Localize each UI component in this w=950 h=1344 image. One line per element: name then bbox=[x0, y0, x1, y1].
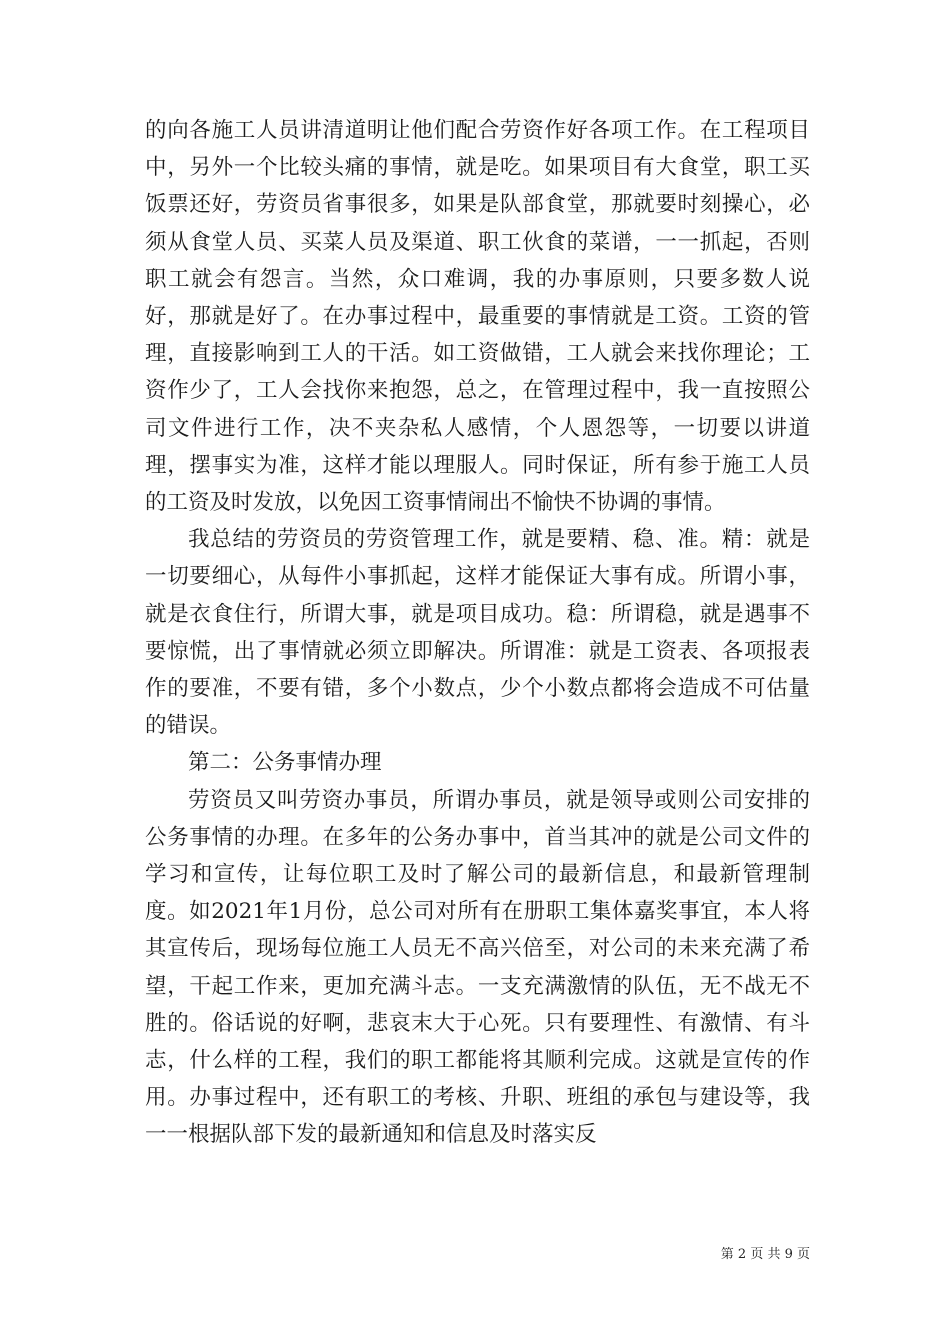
paragraph-2: 我总结的劳资员的劳资管理工作，就是要精、稳、准。精：就是一切要细心，从每件小事抓起，这样才能保证大事有成。所谓小事，就是衣食住行，所谓大事，就是项目成功。稳：所谓稳，就是遇事不要惊慌，出了事情就必须立即解决。所谓准：就是工资表、各项报表作的要准，不要有错，多个小数点，少个小数点都将会造成不可估量的错误。 bbox=[145, 527, 810, 739]
section-heading: 第二：公务事情办理 bbox=[188, 750, 382, 776]
paragraph-3: 劳资员又叫劳资办事员，所谓办事员，就是领导或则公司安排的公务事情的办理。在多年的公务办事中，首当其冲的就是公司文件的学习和宣传，让每位职工及时了解公司的最新信息，和最新管理制度。如2021年1月份，总公司对所有在册职工集体嘉奖事宜，本人将其宣传后，现场每位施工人员无不高兴倍至，对公司的未来充满了希望，干起工作来，更加充满斗志。一支充满激情的队伍，无不战无不胜的。俗话说的好啊，悲哀末大于心死。只有要理性、有激情、有斗志，什么样的工程，我们的职工都能将其顺利完成。这就是宣传的作用。办事过程中，还有职工的考核、升职、班组的承包与建设等，我一一根据队部下发的最新通知和信息及时落实反 bbox=[145, 787, 810, 1148]
paragraph-1: 的向各施工人员讲清道明让他们配合劳资作好各项工作。在工程项目中，另外一个比较头痛的事情，就是吃。如果项目有大食堂，职工买饭票还好，劳资员省事很多，如果是队部食堂，那就要时刻操心，必须从食堂人员、买菜人员及渠道、职工伙食的菜谱，一一抓起，否则职工就会有怨言。当然，众口难调，我的办事原则，只要多数人说好，那就是好了。在办事过程中，最重要的事情就是工资。工资的管理，直接影响到工人的干活。如工资做错，工人就会来找你理论；工资作少了，工人会找你来抱怨，总之，在管理过程中，我一直按照公司文件进行工作，决不夹杂私人感情，个人恩怨等，一切要以讲道理，摆事实为准，这样才能以理服人。同时保证，所有参于施工人员的工资及时发放，以免因工资事情闹出不愉快不协调的事情。 bbox=[145, 118, 810, 516]
document-body bbox=[145, 112, 810, 1154]
page-number: 第 2 页 共 9 页 bbox=[720, 1247, 810, 1262]
